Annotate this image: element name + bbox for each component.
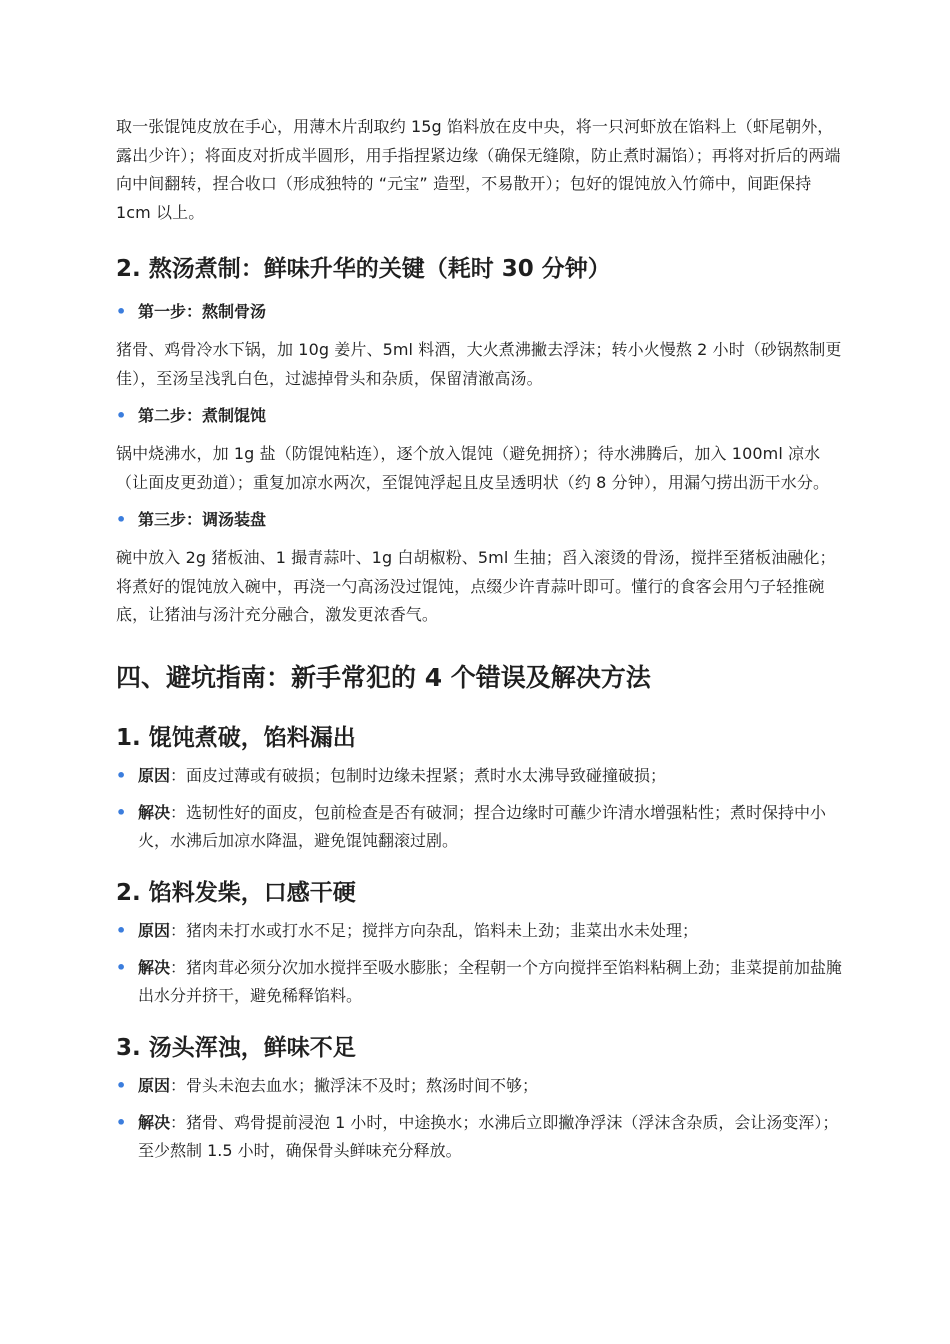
bullet-icon: •	[116, 802, 127, 822]
subsection-2-list	[116, 917, 846, 1010]
step-2-text: 锅中烧沸水，加 1g 盐（防馄饨粘连），逐个放入馄饨（避免拥挤）；待水沸腾后，加入 100ml 凉水（让面皮更劲道）；重复加凉水两次，至馄饨浮起且皮呈透明状（约 8 分钟），用漏勺捞出沥干水分。	[116, 444, 830, 492]
subsection-1-list	[116, 762, 846, 855]
bullet-icon: •	[116, 406, 127, 425]
list-item: • 原因：骨头未泡去血水；撇浮沫不及时；熬汤时间不够；	[116, 1072, 846, 1100]
subsection-3-list	[116, 1072, 846, 1165]
list-item: • 原因：面皮过薄或有破损；包制时边缘未捏紧；煮时水太沸导致碰撞破损；	[116, 762, 846, 790]
list-item: • 解决：猪肉茸必须分次加水搅拌至吸水膨胀；全程朝一个方向搅拌至馅料粘稠上劲；韭菜提前加盐腌出水分并挤干，避免稀释馅料。	[116, 954, 846, 1010]
bullet-icon: •	[116, 920, 127, 940]
bullet-icon: •	[116, 765, 127, 785]
step-1-text: 猪骨、鸡骨冷水下锅，加 10g 姜片、5ml 料酒，大火煮沸撇去浮沫；转小火慢熬 2 小时（砂锅熬制更佳），至汤呈浅乳白色，过滤掉骨头和杂质，保留清澈高汤。	[116, 340, 842, 388]
subsection-3-title: 3. 汤头浑浊，鲜味不足	[116, 1034, 356, 1061]
list-item: • 原因：猪肉未打水或打水不足；搅拌方向杂乱，馅料未上劲；韭菜出水未处理；	[116, 917, 846, 945]
list-item: • 解决：猪骨、鸡骨提前浸泡 1 小时，中途换水；水沸后立即撇净浮沫（浮沫含杂质，会让汤变浑）；至少熬制 1.5 小时，确保骨头鲜味充分释放。	[116, 1109, 846, 1165]
bullet-icon: •	[116, 302, 127, 321]
section-4-title: 四、避坑指南：新手常犯的 4 个错误及解决方法	[116, 662, 651, 692]
intro-paragraph: 取一张馄饨皮放在手心，用薄木片刮取约 15g 馅料放在皮中央，将一只河虾放在馅料上（虾尾朝外，露出少许）；将面皮对折成半圆形，用手指捏紧边缘（确保无缝隙，防止煮时漏馅）；再将对折后的两端向中间翻转，捏合收口（形成独特的 “元宝” 造型，不易散开）；包好的馄饨放入竹筛中，间距保持 1cm 以上。	[116, 117, 841, 222]
subsection-1-title: 1. 馄饨煮破，馅料漏出	[116, 724, 356, 751]
step-2-label: • 第二步：煮制馄饨	[116, 403, 846, 429]
section-2-title: 2. 熬汤煮制：鲜味升华的关键（耗时 30 分钟）	[116, 256, 611, 282]
bullet-icon: •	[116, 1112, 127, 1132]
subsection-2-title: 2. 馅料发柴，口感干硬	[116, 879, 356, 906]
list-item: • 解决：选韧性好的面皮，包前检查是否有破洞；捏合边缘时可蘸少许清水增强粘性；煮时保持中小火，水沸后加凉水降温，避免馄饨翻滚过剧。	[116, 799, 846, 855]
document-page	[116, 113, 846, 1165]
step-3-text: 碗中放入 2g 猪板油、1 撮青蒜叶、1g 白胡椒粉、5ml 生抽；舀入滚烫的骨汤，搅拌至猪板油融化；将煮好的馄饨放入碗中，再浇一勺高汤没过馄饨，点缀少许青蒜叶即可。懂行的食客会用勺子轻推碗底，让猪油与汤汁充分融合，激发更浓香气。	[116, 548, 836, 624]
step-1-label: • 第一步：熬制骨汤	[116, 299, 846, 325]
bullet-icon: •	[116, 957, 127, 977]
bullet-icon: •	[116, 1075, 127, 1095]
step-3-label: • 第三步：调汤装盘	[116, 507, 846, 533]
bullet-icon: •	[116, 510, 127, 529]
